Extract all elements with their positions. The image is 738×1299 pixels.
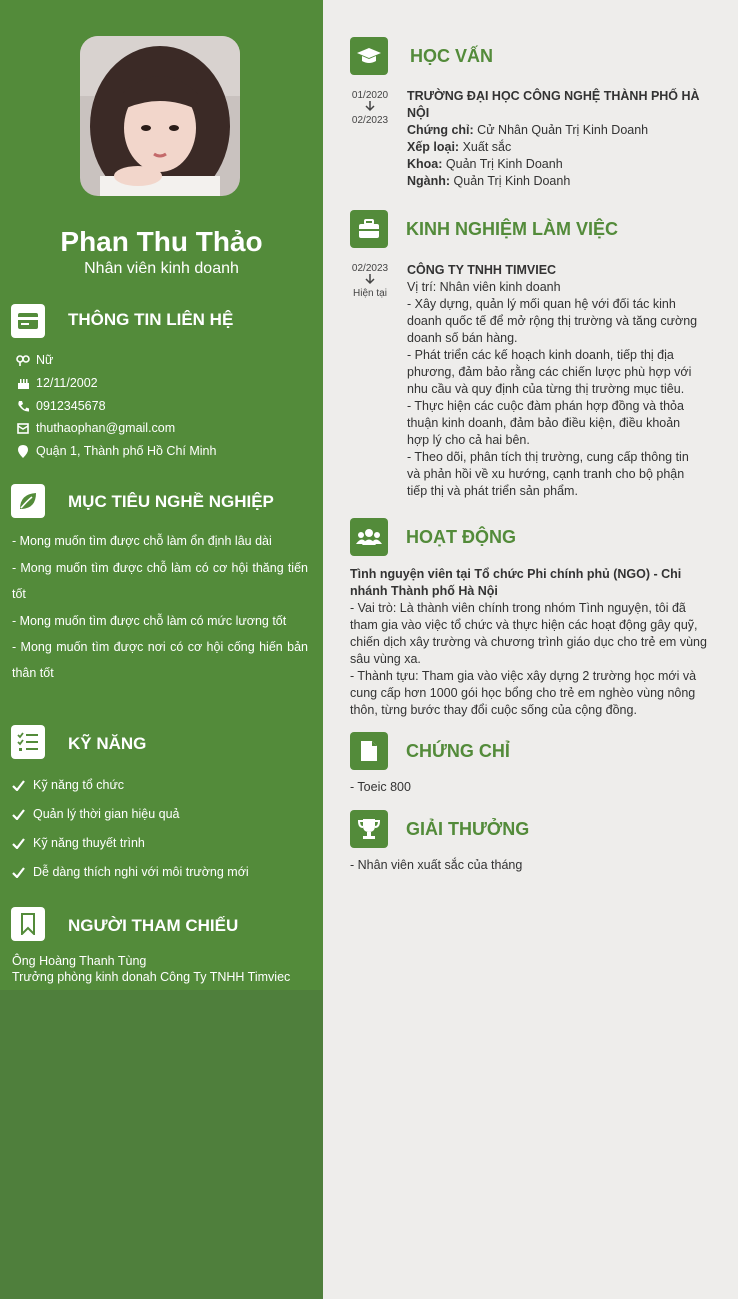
- objective-line: - Mong muốn tìm được nơi có cơ hội cống hiến bản thân tốt: [12, 640, 308, 680]
- gender-row: [16, 353, 53, 367]
- reference-heading: NGƯỜI THAM CHIẾU: [68, 916, 239, 935]
- experience-duty: - Theo dõi, phân tích thị trường, cung cấp thông tin và phản hồi về xu hướng, cạnh tranh cho bộ phận tiếp thị và phát triển sản phẩm.: [407, 450, 689, 498]
- activity-title: Tình nguyện viên tại Tổ chức Phi chính phủ (NGO) - Chi nhánh Thành phố Hà Nội: [350, 567, 682, 598]
- experience-duty: - Phát triển các kế hoạch kinh doanh, tiếp thị địa phương, đảm bảo rằng các chiến lược phù hợp với nhu cầu và quy định của từng thị trường mục tiêu.: [407, 348, 692, 396]
- job-title: Nhân viên kinh doanh: [84, 260, 239, 277]
- faculty-label: Khoa:: [407, 157, 443, 171]
- person-name: Phan Thu Thảo: [60, 226, 263, 257]
- gender-icon: [16, 353, 30, 367]
- experience-end-date: Hiện tại: [353, 288, 387, 299]
- education-faculty-row: [407, 156, 707, 173]
- arrow-down-icon: [348, 274, 392, 288]
- activities-heading: HOẠT ĐỘNG: [406, 527, 516, 547]
- objective-line: - Mong muốn tìm được chỗ làm có cơ hội thăng tiến tốt: [12, 561, 308, 601]
- experience-position: Vị trí: Nhân viên kinh doanh: [407, 280, 561, 294]
- major-label: Ngành:: [407, 174, 451, 188]
- education-end-date: 02/2023: [351, 115, 389, 126]
- document-icon: [350, 732, 388, 770]
- skill-label: Kỹ năng tổ chức: [33, 778, 125, 792]
- skill-label: Kỹ năng thuyết trình: [33, 836, 145, 850]
- avatar: [80, 36, 240, 196]
- location-pin-icon: [16, 444, 30, 458]
- education-start-date: 01/2020: [351, 90, 389, 101]
- address-value: Quận 1, Thành phố Hồ Chí Minh: [36, 444, 217, 458]
- objective-heading: MỤC TIÊU NGHỀ NGHIỆP: [68, 492, 274, 511]
- phone-icon: [16, 399, 30, 413]
- trophy-icon: [350, 810, 388, 848]
- activity-achievement: - Thành tựu: Tham gia vào việc xây dựng 2 trường học mới và cung cấp hơn 1000 gói học bổng cho trẻ em nghèo vùng nông thôn, từng bước thay đổi cuộc sống của cộng đồng.: [350, 669, 697, 717]
- skill-item: [12, 778, 124, 792]
- rank-value: Xuất sắc: [462, 140, 512, 154]
- education-major-row: [407, 173, 707, 190]
- checklist-icon: [11, 725, 45, 759]
- reference-name: Ông Hoàng Thanh Tùng: [12, 954, 147, 968]
- check-icon: [12, 836, 26, 850]
- cert-value: Cử Nhân Quản Trị Kinh Doanh: [477, 123, 649, 137]
- users-icon: [350, 518, 388, 556]
- faculty-value: Quản Trị Kinh Doanh: [445, 157, 563, 171]
- awards-heading: GIẢI THƯỞNG: [406, 819, 530, 839]
- experience-entry: [407, 262, 702, 500]
- experience-duty: - Thực hiện các cuộc đàm phán hợp đồng và thỏa thuận kinh doanh, đảm bảo điều kiện, điều khoản hợp lý cho cả hai bên.: [407, 399, 684, 447]
- skill-label: Dễ dàng thích nghi với môi trường mới: [33, 865, 249, 879]
- gender-value: Nữ: [36, 353, 54, 367]
- reference-position: Trưởng phòng kinh donah Công Ty TNHH Timviec: [12, 970, 291, 984]
- email-row: [16, 421, 175, 435]
- certificates-heading: CHỨNG CHỈ: [406, 741, 510, 761]
- cert-label: Chứng chỉ:: [407, 123, 474, 137]
- id-card-icon: [11, 304, 45, 338]
- contact-heading: THÔNG TIN LIÊN HỆ: [68, 310, 234, 329]
- rank-label: Xếp loại:: [407, 140, 460, 154]
- award-item: - Nhân viên xuất sắc của tháng: [350, 858, 523, 872]
- experience-duty: - Xây dựng, quản lý mối quan hệ với đối tác kinh doanh quốc tế để mở rộng thị trường và tăng cường doanh số bán hàng.: [407, 297, 698, 345]
- company-name: CÔNG TY TNHH TIMVIEC: [407, 263, 557, 277]
- briefcase-icon: [350, 210, 388, 248]
- skill-item: [12, 807, 180, 821]
- activity-role: - Vai trò: Là thành viên chính trong nhóm Tình nguyện, tôi đã tham gia vào việc tổ chức và thực hiện các hoạt động gây quỹ, chiến dịch xây trường và chương trình giáo dục cho trẻ em vùng sâu vùng xa.: [350, 601, 707, 666]
- phone-row: [16, 399, 106, 413]
- leaf-icon: [11, 484, 45, 518]
- check-icon: [12, 865, 26, 879]
- bookmark-icon: [11, 907, 45, 941]
- objective-line: - Mong muốn tìm được chỗ làm có mức lương tốt: [12, 614, 287, 628]
- education-heading: HỌC VẤN: [410, 46, 494, 66]
- activity-entry: [350, 566, 716, 719]
- birthday-value: 12/11/2002: [36, 376, 98, 390]
- skill-label: Quản lý thời gian hiệu quả: [33, 807, 180, 821]
- skills-heading: KỸ NĂNG: [68, 734, 147, 753]
- cake-icon: [16, 376, 30, 390]
- check-icon: [12, 778, 26, 792]
- address-row: [16, 444, 216, 458]
- major-value: Quản Trị Kinh Doanh: [453, 174, 571, 188]
- education-rank-row: [407, 139, 707, 156]
- certificate-item: - Toeic 800: [350, 780, 411, 794]
- phone-value[interactable]: 0912345678: [36, 399, 106, 413]
- skill-item: [12, 836, 145, 850]
- objective-line: - Mong muốn tìm được chỗ làm ổn định lâu dài: [12, 534, 272, 548]
- email-value[interactable]: thuthaophan@gmail.com: [36, 421, 176, 435]
- email-icon: [16, 421, 30, 435]
- experience-heading: KINH NGHIỆM LÀM VIỆC: [406, 219, 619, 239]
- experience-start-date: 02/2023: [351, 263, 389, 274]
- graduation-cap-icon: [350, 37, 388, 75]
- check-icon: [12, 807, 26, 821]
- education-cert-row: [407, 122, 707, 139]
- school-name: TRƯỜNG ĐẠI HỌC CÔNG NGHỆ THÀNH PHỐ HÀ NỘI: [407, 89, 700, 120]
- sidebar-footer-area: [0, 990, 323, 1299]
- arrow-down-icon: [348, 101, 392, 115]
- skill-item: [12, 865, 249, 879]
- birthday-row: [16, 376, 98, 390]
- education-entry: [407, 88, 707, 190]
